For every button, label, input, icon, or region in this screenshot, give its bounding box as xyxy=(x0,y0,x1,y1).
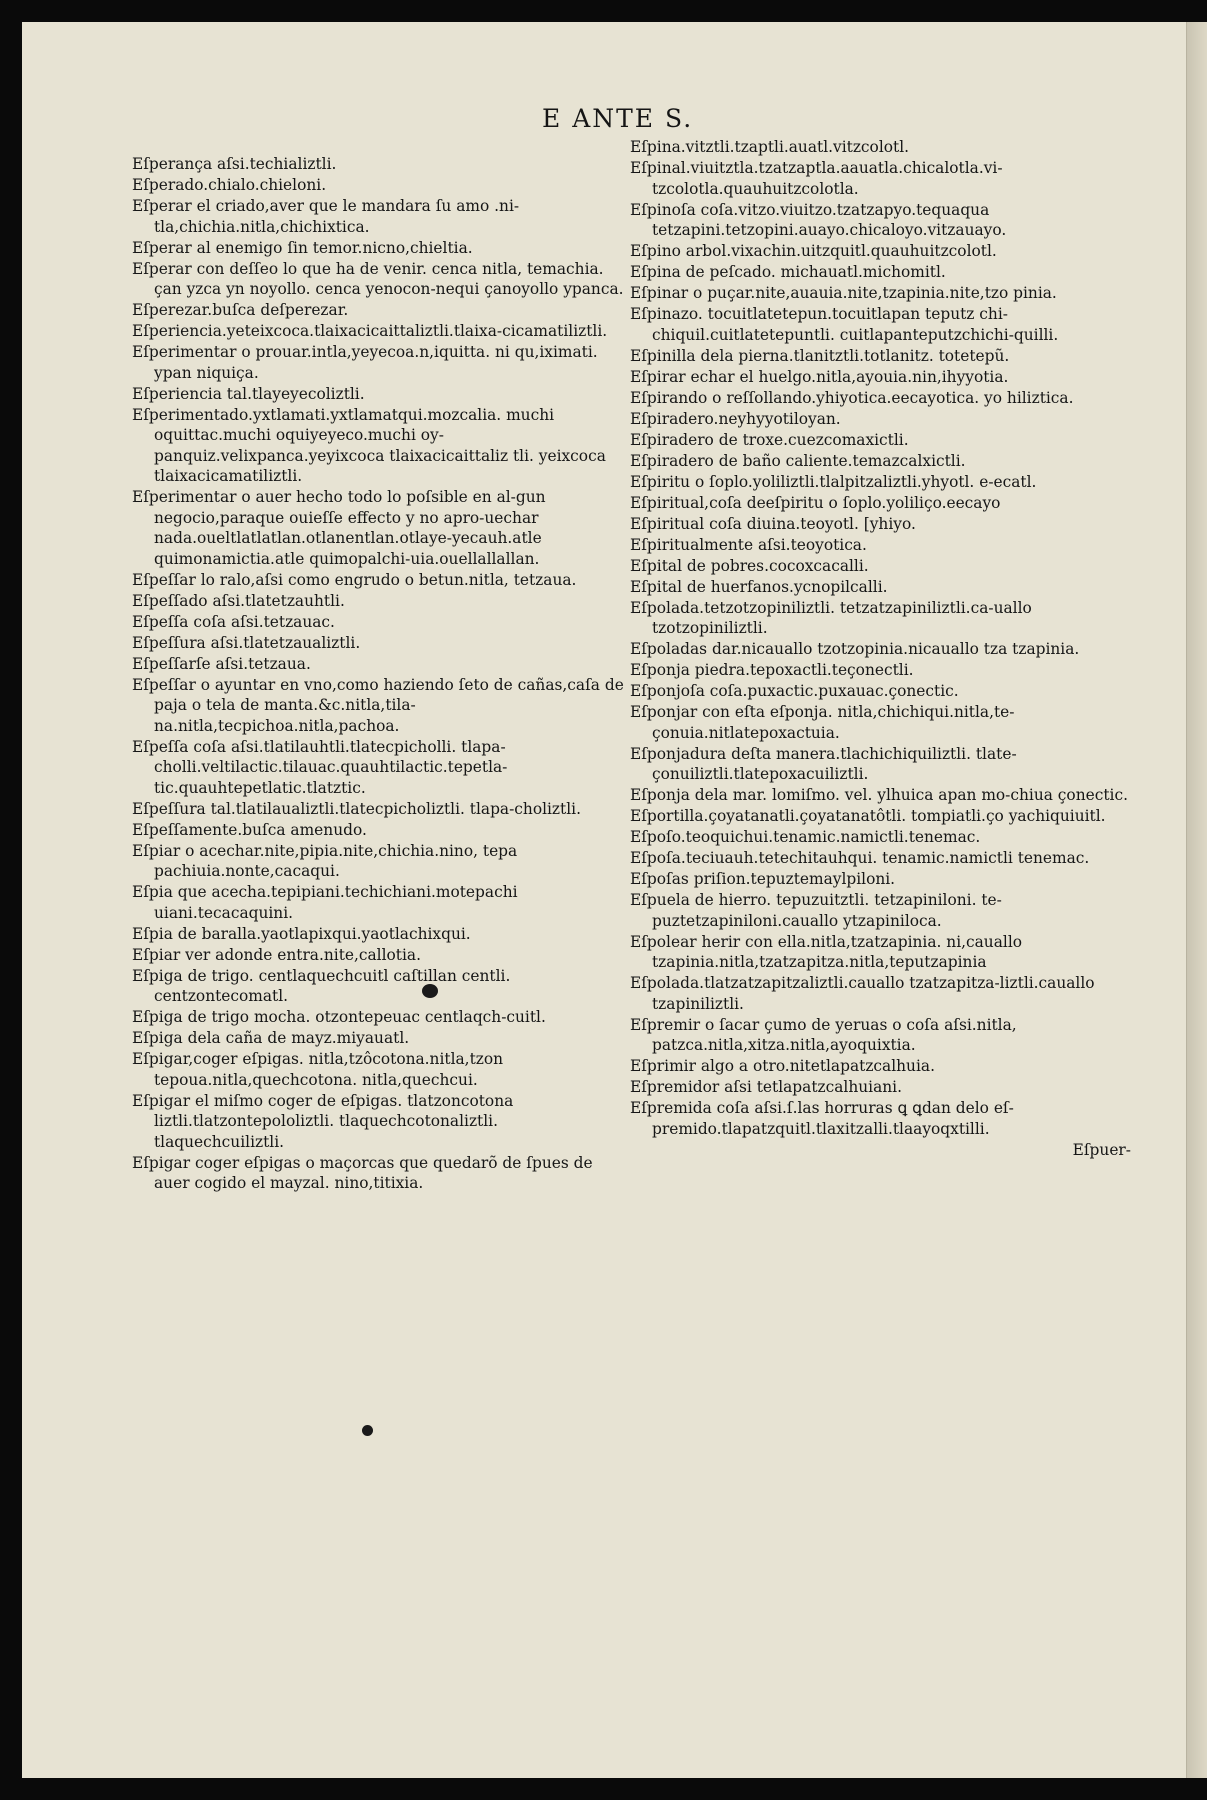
dictionary-entry: Eſpinazo. tocuitlatetepun.tocuitlapan teputz chi-chiquil.cuitlatetepuntli. cuitlapanteputzchichi-quilli. xyxy=(630,305,1059,344)
dictionary-entry: Eſpoladas dar.nicauallo tzotzopinia.nicauallo tza tzapinia. xyxy=(630,640,1080,658)
dictionary-entry: Eſpinilla dela pierna.tlanitztli.totlanitz. totetepũ. xyxy=(630,346,1010,365)
dictionary-entry: Eſpolear herir con ella.nitla,tzatzapinia. ni,cauallo tzapinia.nitla,tzatzapitza.nitla,teputzapinia xyxy=(630,932,1023,971)
right-column xyxy=(630,137,1135,1161)
dictionary-entry: Eſperado.chialo.chieloni. xyxy=(132,176,327,194)
dictionary-entry: Eſpiga de trigo mocha. otzontepeuac centlaqch-cuitl. xyxy=(132,1008,546,1026)
dictionary-entry: Eſpeſſado aſsi.tlatetzauhtli. xyxy=(132,591,345,610)
ink-blot xyxy=(422,984,438,998)
dictionary-entry: Eſpoſo.teoquichui.tenamic.namictli.tenemac. xyxy=(630,828,981,846)
dictionary-entry: Eſpia que acecha.tepipiani.techichiani.motepachi uiani.tecacaquini. xyxy=(132,883,518,922)
dictionary-entry: Eſpital de huerfanos.ycnopilcalli. xyxy=(630,577,888,596)
dictionary-entry: Eſpinoſa coſa.vitzo.viuitzo.tzatzapyo.tequaqua tetzapini.tetzopini.auayo.chicaloyo.vitzauayo. xyxy=(630,200,1007,239)
dictionary-entry: Eſpiar o acechar.nite,pipia.nite,chichia.nino, tepa pachiuia.nonte,cacaqui. xyxy=(132,841,518,880)
dictionary-entry: Eſpinal.viuitztla.tzatzaptla.aauatla.chicalotla.vi-tzcolotla.quauhuitzcolotla. xyxy=(630,159,1003,198)
dictionary-entry: Eſpiga de trigo. centlaquechcuitl caſtillan centli. centzontecomatl. xyxy=(132,966,511,1005)
dictionary-entry: Eſponjadura deſta manera.tlachichiquiliztli. tlate-çonuiliztli.tlatepoxacuiliztli. xyxy=(630,744,1017,783)
dictionary-entry: Eſpia de baralla.yaotlapixqui.yaotlachixqui. xyxy=(132,924,471,943)
dictionary-entry: Eſpiradero de troxe.cuezcomaxictli. xyxy=(630,430,909,449)
dictionary-entry: Eſpolada.tetzotzopiniliztli. tetzatzapiniliztli.ca-uallo tzotzopiniliztli. xyxy=(630,598,1032,637)
dictionary-entry: Eſpremidor aſsi tetlapatzcalhuiani. xyxy=(630,1078,902,1096)
dictionary-entry: Eſpina de peſcado. michauatl.michomitl. xyxy=(630,263,946,281)
ink-blot xyxy=(362,1425,373,1436)
next-page-edge xyxy=(1186,22,1207,1778)
dictionary-entry: Eſpiradero.neyhyyotiloyan. xyxy=(630,409,841,428)
dictionary-entry: Eſpuela de hierro. tepuzuitztli. tetzapiniloni. te-puztetzapiniloni.cauallo ytzapiniloca. xyxy=(630,891,1002,930)
dictionary-entry: Eſpeſſar lo ralo,aſsi como engrudo o betun.nitla, tetzaua. xyxy=(132,570,577,589)
dictionary-entry: Eſperimentar o auer hecho todo lo poſsible en al-gun negocio,paraque ouieſſe effecto y no apro-uechar nada.oueltlatlatlan.otlanentlan.otlaye-yecauh.atle quimonamictia.atle quimopalchi-uia.ouellallallan. xyxy=(132,488,546,568)
left-column xyxy=(132,154,632,1194)
dictionary-entry: Eſpremir o ſacar çumo de yeruas o coſa aſsi.nitla, patzca.nitla,xitza.nitla,ayoquixtia. xyxy=(630,1015,1017,1054)
dictionary-entry: Eſperiencia tal.tlayeyecoliztli. xyxy=(132,384,365,403)
dictionary-entry: Eſprimir algo a otro.nitetlapatzcalhuia. xyxy=(630,1057,935,1075)
dictionary-entry: Eſponjar con eſta eſponja. nitla,chichiqui.nitla,te-çonuia.nitlatepoxactuia. xyxy=(630,703,1015,742)
dictionary-entry: Eſpiradero de baño caliente.temazcalxictli. xyxy=(630,451,966,470)
dictionary-entry: Eſperança aſsi.techializtli. xyxy=(132,155,337,173)
dictionary-entry: Eſperimentar o prouar.intla,yeyecoa.n,iquitta. ni qu,iximati. ypan niquiça. xyxy=(132,343,598,382)
dictionary-entry: Eſperar al enemigo ſin temor.nicno,chieltia. xyxy=(132,238,473,257)
catchword: Eſpuer- xyxy=(1072,1140,1131,1159)
dictionary-entry: Eſperezar.buſca deſperezar. xyxy=(132,301,349,319)
book-page xyxy=(22,22,1207,1778)
dictionary-entry: Eſperar con deſſeo lo que ha de venir. cenca nitla, temachia. çan yzca yn noyollo. cenca yenocon-nequi çanoyollo ypanca. xyxy=(132,259,624,298)
dictionary-entry: Eſpital de pobres.cocoxcacalli. xyxy=(630,556,869,575)
dictionary-entry: Eſpiar ver adonde entra.nite,callotia. xyxy=(132,945,421,964)
dictionary-entry: Eſpeſſarſe aſsi.tetzaua. xyxy=(132,654,311,673)
dictionary-entry: Eſperimentado.yxtlamati.yxtlamatqui.mozcalia. muchi oquittac.muchi oquiyeyeco.muchi oy-panquiz.velixpanca.yeyixcoca tlaixacicaittaliz tli. yeixcoca tlaixacicamatiliztli. xyxy=(132,405,606,485)
dictionary-entry: Eſpoſas priſion.tepuztemaylpiloni. xyxy=(630,870,896,888)
dictionary-entry: Eſpiritu o ſoplo.yoliliztli.tlalpitzaliztli.yhyotl. e-ecatl. xyxy=(630,472,1037,491)
dictionary-entry: Eſpoſa.teciuauh.tetechitauhqui. tenamic.namictli tenemac. xyxy=(630,849,1090,867)
dictionary-entry: Eſpeſſa coſa aſsi.tlatilauhtli.tlatecpicholli. tlapa-cholli.veltilactic.tilauac.quauhtilactic.tepetla-tic.quauhtepetlatic.tlatztic. xyxy=(132,737,508,797)
dictionary-entry: Eſpinar o puçar.nite,auauia.nite,tzapinia.nite,tzo pinia. xyxy=(630,284,1057,302)
dictionary-entry: Eſpirando o reſſollando.yhiyotica.eecayotica. yo hiliztica. xyxy=(630,388,1074,407)
dictionary-entry: Eſponja piedra.tepoxactli.teçonectli. xyxy=(630,661,914,679)
dictionary-entry: Eſpina.vitztli.tzaptli.auatl.vitzcolotl. xyxy=(630,138,910,156)
dictionary-entry: Eſpigar coger eſpigas o maçorcas que quedarõ de ſpues de auer cogido el mayzal. nino,titixia. xyxy=(132,1153,593,1192)
dictionary-entry: Eſpigar el miſmo coger de eſpigas. tlatzoncotona liztli.tlatzontepololiztli. tlaquechcotonaliztli. tlaquechcuiliztli. xyxy=(132,1091,514,1151)
dictionary-entry: Eſpeſſamente.buſca amenudo. xyxy=(132,820,367,839)
dictionary-entry: Eſpeſſura aſsi.tlatetzaualiztli. xyxy=(132,633,361,652)
dictionary-entry: Eſpeſſa coſa aſsi.tetzauac. xyxy=(132,612,335,631)
dictionary-entry: Eſpeſſar o ayuntar en vno,como haziendo ſeto de cañas,caſa de paja o tela de manta.&c.nitla,tila-na.nitla,tecpichoa.nitla,pachoa. xyxy=(132,675,624,735)
dictionary-entry: Eſportilla.çoyatanatli.çoyatanatôtli. tompiatli.ço yachiquiuitl. xyxy=(630,807,1106,825)
dictionary-entry: Eſpiritual coſa diuina.teoyotl. [yhiyo. xyxy=(630,514,916,533)
dictionary-entry: Eſperar el criado,aver que le mandara ſu amo .ni-tla,chichia.nitla,chichixtica. xyxy=(132,197,520,236)
dictionary-entry: Eſpino arbol.vixachin.uitzquitl.quauhuitzcolotl. xyxy=(630,242,997,260)
running-head: E ANTE S. xyxy=(542,104,694,133)
dictionary-entry: Eſpiritual,coſa deeſpiritu o ſoplo.yoliliço.eecayo xyxy=(630,493,1001,512)
dictionary-entry: Eſponjoſa coſa.puxactic.puxauac.çonectic. xyxy=(630,682,959,700)
dictionary-entry: Eſponja dela mar. lomiſmo. vel. ylhuica apan mo-chiua çonectic. xyxy=(630,786,1128,804)
dictionary-entry: Eſpeſſura tal.tlatilaualiztli.tlatecpicholiztli. tlapa-choliztli. xyxy=(132,799,581,818)
dictionary-entry: Eſpolada.tlatzatzapitzaliztli.cauallo tzatzapitza-liztli.cauallo tzapiniliztli. xyxy=(630,974,1095,1013)
dictionary-entry: Eſpigar,coger eſpigas. nitla,tzôcotona.nitla,tzon tepoua.nitla,quechcotona. nitla,quechcui. xyxy=(132,1050,504,1089)
dictionary-entry: Eſpremida coſa aſsi.ſ.las horruras ꝗ ꝗdan delo eſ-premido.tlapatzquitl.tlaxitzalli.tlaayoqxtilli. xyxy=(630,1099,1014,1138)
dictionary-entry: Eſpiritualmente aſsi.teoyotica. xyxy=(630,535,867,554)
dictionary-entry: Eſpiga dela caña de mayz.miyauatl. xyxy=(132,1029,410,1047)
dictionary-entry: Eſperiencia.yeteixcoca.tlaixacicaittaliztli.tlaixa-cicamatiliztli. xyxy=(132,322,608,340)
dictionary-entry: Eſpirar echar el huelgo.nitla,ayouia.nin,ihyyotia. xyxy=(630,367,1009,386)
